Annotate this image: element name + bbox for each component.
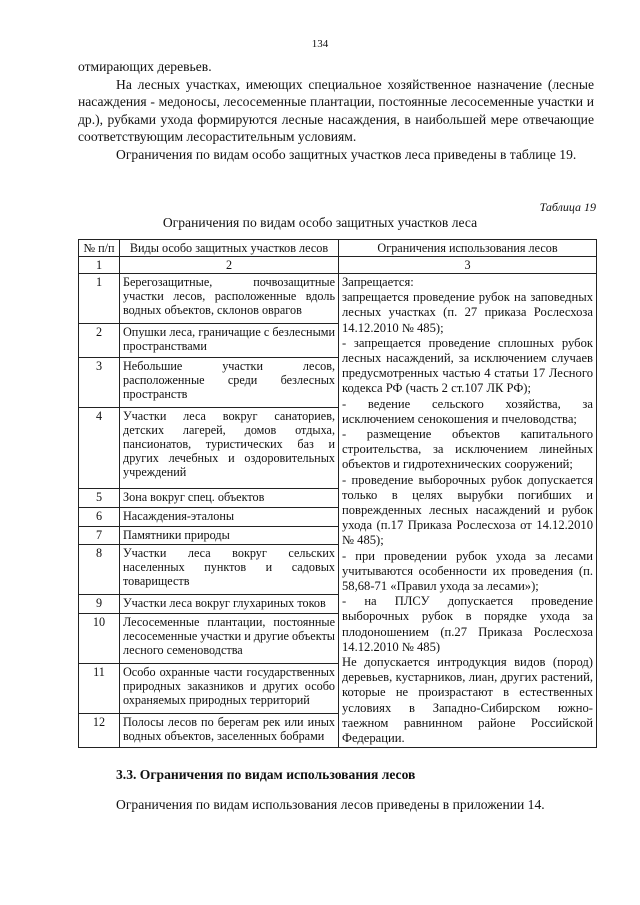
row-area-type: Насаждения-эталоны [120,507,339,526]
intro-text [78,58,594,164]
header-area-type: Виды особо защитных участков лесов [120,240,339,257]
row-area-type: Зона вокруг спец. объектов [120,488,339,507]
restriction-item: - размещение объектов капитального строительства, за исключением линейных объектов и гидротехнических сооружений; [342,427,593,472]
row-area-type: Опушки леса, граничащие с безлесными пространствами [120,323,339,357]
row-number: 9 [79,595,120,614]
paragraph-special-purpose: На лесных участках, имеющих специальное хозяйственное назначение (лесные насаждения - медоносы, лесосеменные плантации, постоянные лесосеменные участки и др.), рубками ухода формируются лесные насаждения, в наибольшей мере отвечающие соответствующим лесорастительным условиям. [78,76,594,145]
row-area-type: Полосы лесов по берегам рек или иных водных объектов, заселенных бобрами [120,713,339,747]
row-area-type: Особо охранные части государственных природных заказников и других особо охраняемых природных территорий [120,663,339,713]
row-area-type: Участки леса вокруг сельских населенных пунктов и садовых товариществ [120,545,339,595]
paragraph-continuation: отмирающих деревьев. [78,59,212,74]
row-number: 4 [79,408,120,489]
row-number: 10 [79,614,120,664]
table-index-row [79,257,597,274]
restriction-item: - на ПЛСУ допускается проведение выборочных рубок в порядке ухода за плодоношением (п.27 Приказа Рослесхоза 14.12.2010 № 485) [342,594,593,654]
row-area-type: Лесосеменные плантации, постоянные лесосеменные участки и другие объекты лесного семеноводства [120,614,339,664]
index-cell: 1 [79,257,120,274]
row-number: 3 [79,358,120,408]
index-cell: 3 [339,257,597,274]
header-restrictions: Ограничения использования лесов [339,240,597,257]
restriction-item: Не допускается интродукция видов (пород) деревьев, кустарников, лиан, других растений, которые не произрастают в естественных условиях в Западно-Сибирском южно-таежном равнинном районе Российской Федерации. [342,655,593,746]
index-cell: 2 [120,257,339,274]
table-title: Ограничения по видам особо защитных участков леса [162,215,478,230]
restriction-item: - проведение выборочных рубок допускается только в целях вырубки погибших и поврежденных лесных насаждений и рубок ухода (п.17 Приказа Рослесхоза от 14.12.2010 № 485); [342,472,593,548]
closing-text [78,796,594,814]
row-number: 2 [79,323,120,357]
row-area-type: Участки леса вокруг глухариных токов [120,595,339,614]
restriction-item: Запрещается: [342,275,414,289]
row-number: 5 [79,488,120,507]
row-number: 1 [79,274,120,324]
header-number: № п/п [79,240,120,257]
restrictions-table [78,239,597,748]
restrictions-cell [339,274,597,748]
row-number: 6 [79,507,120,526]
restriction-item: - при проведении рубок ухода за лесами учитываются особенности их проведения (п. 58,68-71 «Правил ухода за лесами»); [342,548,593,594]
table-header-row [79,240,597,257]
row-area-type: Памятники природы [120,526,339,545]
section-heading: 3.3. Ограничения по видам использования лесов [116,767,416,782]
paragraph-table-reference: Ограничения по видам особо защитных участков леса приведены в таблице 19. [116,146,577,162]
restriction-item: - запрещается проведение сплошных рубок лесных насаждений, за исключением случаев предусмотренных частью 4 статьи 17 Лесного кодекса РФ (часть 2 ст.107 ЛК РФ); [342,335,593,396]
row-number: 7 [79,526,120,545]
restriction-item: - ведение сельского хозяйства, за исключением сенокошения и пчеловодства; [342,396,593,426]
paragraph-appendix-reference: Ограничения по видам использования лесов приведены в приложении 14. [116,797,545,812]
row-area-type: Берегозащитные, почвозащитные участки лесов, расположенные вдоль водных объектов, склонов оврагов [120,274,339,324]
row-area-type: Участки леса вокруг санаториев, детских лагерей, домов отдыха, пансионатов, туристических баз и других лечебных и оздоровительных учреждений [120,408,339,489]
table-row [79,274,597,324]
page-number: 134 [311,38,329,50]
row-area-type: Небольшие участки лесов, расположенные среди безлесных пространств [120,358,339,408]
restriction-item: запрещается проведение рубок на заповедных лесных участках (п. 27 приказа Рослесхоза 14.12.2010 № 485); [342,290,593,335]
table-caption: Таблица 19 [539,200,596,214]
row-number: 11 [79,663,120,713]
row-number: 12 [79,713,120,747]
row-number: 8 [79,545,120,595]
